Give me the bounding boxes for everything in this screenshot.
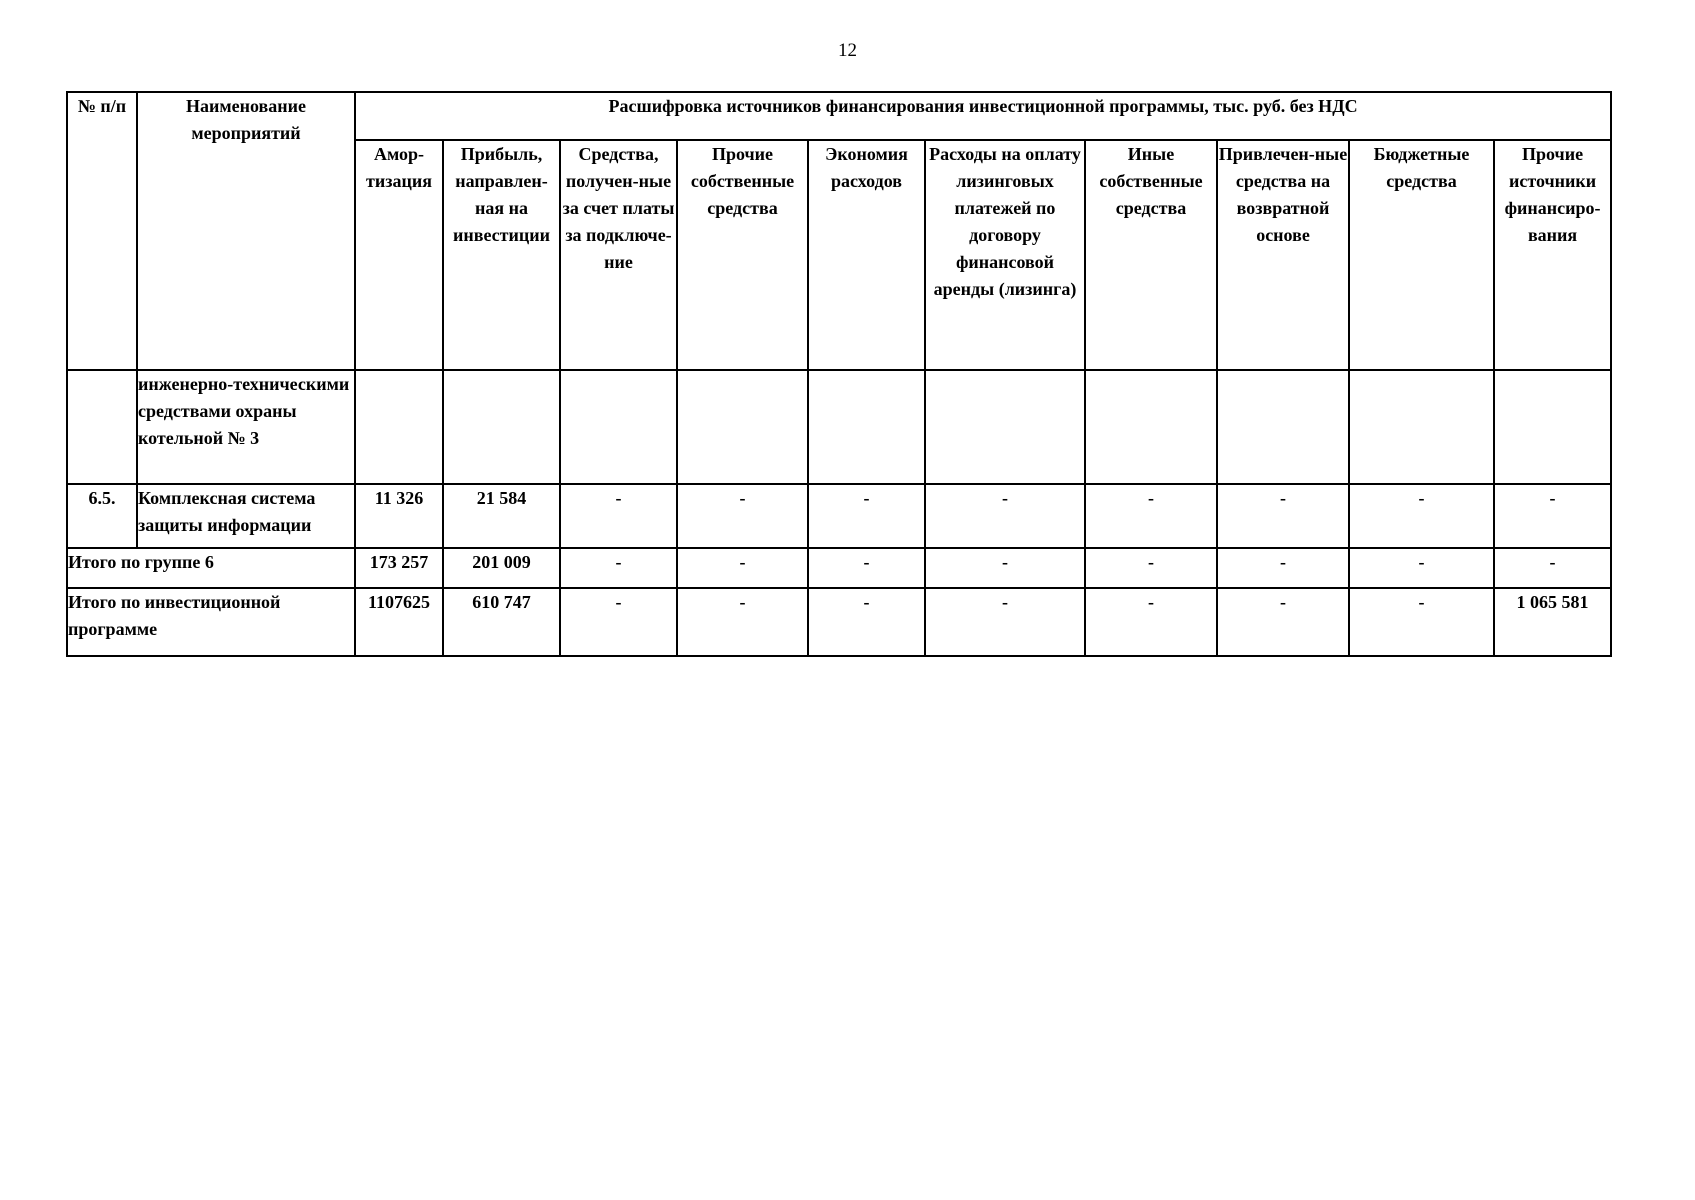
header-col-savings: Экономия расходов <box>808 140 925 370</box>
total-value: 173 257 <box>355 548 443 588</box>
financing-table <box>66 91 1612 657</box>
total-value: 201 009 <box>443 548 560 588</box>
header-col-budget: Бюджетные средства <box>1349 140 1494 370</box>
table-row <box>67 370 1611 484</box>
total-value: - <box>925 548 1085 588</box>
row-value: - <box>1349 484 1494 548</box>
total-row-group-6 <box>67 548 1611 588</box>
row-value: - <box>560 484 677 548</box>
total-row-program <box>67 588 1611 656</box>
total-label: Итого по группе 6 <box>67 548 355 588</box>
total-value: - <box>1494 548 1611 588</box>
row-name: Комплексная система защиты информации <box>137 484 355 548</box>
row-num: 6.5. <box>67 484 137 548</box>
total-value: - <box>1085 588 1217 656</box>
total-value: - <box>1217 548 1349 588</box>
row-value: - <box>677 484 808 548</box>
row-value: - <box>1085 484 1217 548</box>
row-value <box>355 370 443 484</box>
total-value: - <box>808 548 925 588</box>
row-value: - <box>1494 484 1611 548</box>
total-value: 1107625 <box>355 588 443 656</box>
total-value: - <box>1349 548 1494 588</box>
header-col-other-sources: Прочие источники финансиро-вания <box>1494 140 1611 370</box>
total-value: - <box>1085 548 1217 588</box>
header-row-1 <box>67 92 1611 140</box>
row-value <box>925 370 1085 484</box>
total-value: - <box>677 588 808 656</box>
row-value <box>560 370 677 484</box>
total-value: - <box>560 548 677 588</box>
header-num: № п/п <box>67 92 137 370</box>
row-value <box>677 370 808 484</box>
header-name: Наименование мероприятий <box>137 92 355 370</box>
total-value: - <box>1217 588 1349 656</box>
row-value: - <box>808 484 925 548</box>
row-value <box>443 370 560 484</box>
total-value: 1 065 581 <box>1494 588 1611 656</box>
total-value: 610 747 <box>443 588 560 656</box>
row-value <box>1085 370 1217 484</box>
row-value <box>1217 370 1349 484</box>
total-label: Итого по инвестиционной программе <box>67 588 355 656</box>
table-row <box>67 484 1611 548</box>
total-value: - <box>1349 588 1494 656</box>
header-col-amortization: Амор-тизация <box>355 140 443 370</box>
total-value: - <box>925 588 1085 656</box>
row-value <box>808 370 925 484</box>
row-value: 11 326 <box>355 484 443 548</box>
row-value <box>1494 370 1611 484</box>
row-value <box>1349 370 1494 484</box>
header-col-connection-fees: Средства, получен-ные за счет платы за подключе-ние <box>560 140 677 370</box>
total-value: - <box>560 588 677 656</box>
row-value: - <box>925 484 1085 548</box>
header-col-other-own-funds: Иные собственные средства <box>1085 140 1217 370</box>
page-number: 12 <box>838 40 857 61</box>
row-num <box>67 370 137 484</box>
row-value: 21 584 <box>443 484 560 548</box>
header-group-title: Расшифровка источников финансирования инвестиционной программы, тыс. руб. без НДС <box>355 92 1611 140</box>
row-name: инженерно-техническими средствами охраны котельной № 3 <box>137 370 355 484</box>
header-col-other-own: Прочие собственные средства <box>677 140 808 370</box>
total-value: - <box>677 548 808 588</box>
header-col-leasing: Расходы на оплату лизинговых платежей по договору финансовой аренды (лизинга) <box>925 140 1085 370</box>
total-value: - <box>808 588 925 656</box>
row-value: - <box>1217 484 1349 548</box>
header-col-profit: Прибыль, направлен-ная на инвестиции <box>443 140 560 370</box>
header-col-borrowed: Привлечен-ные средства на возвратной основе <box>1217 140 1349 370</box>
